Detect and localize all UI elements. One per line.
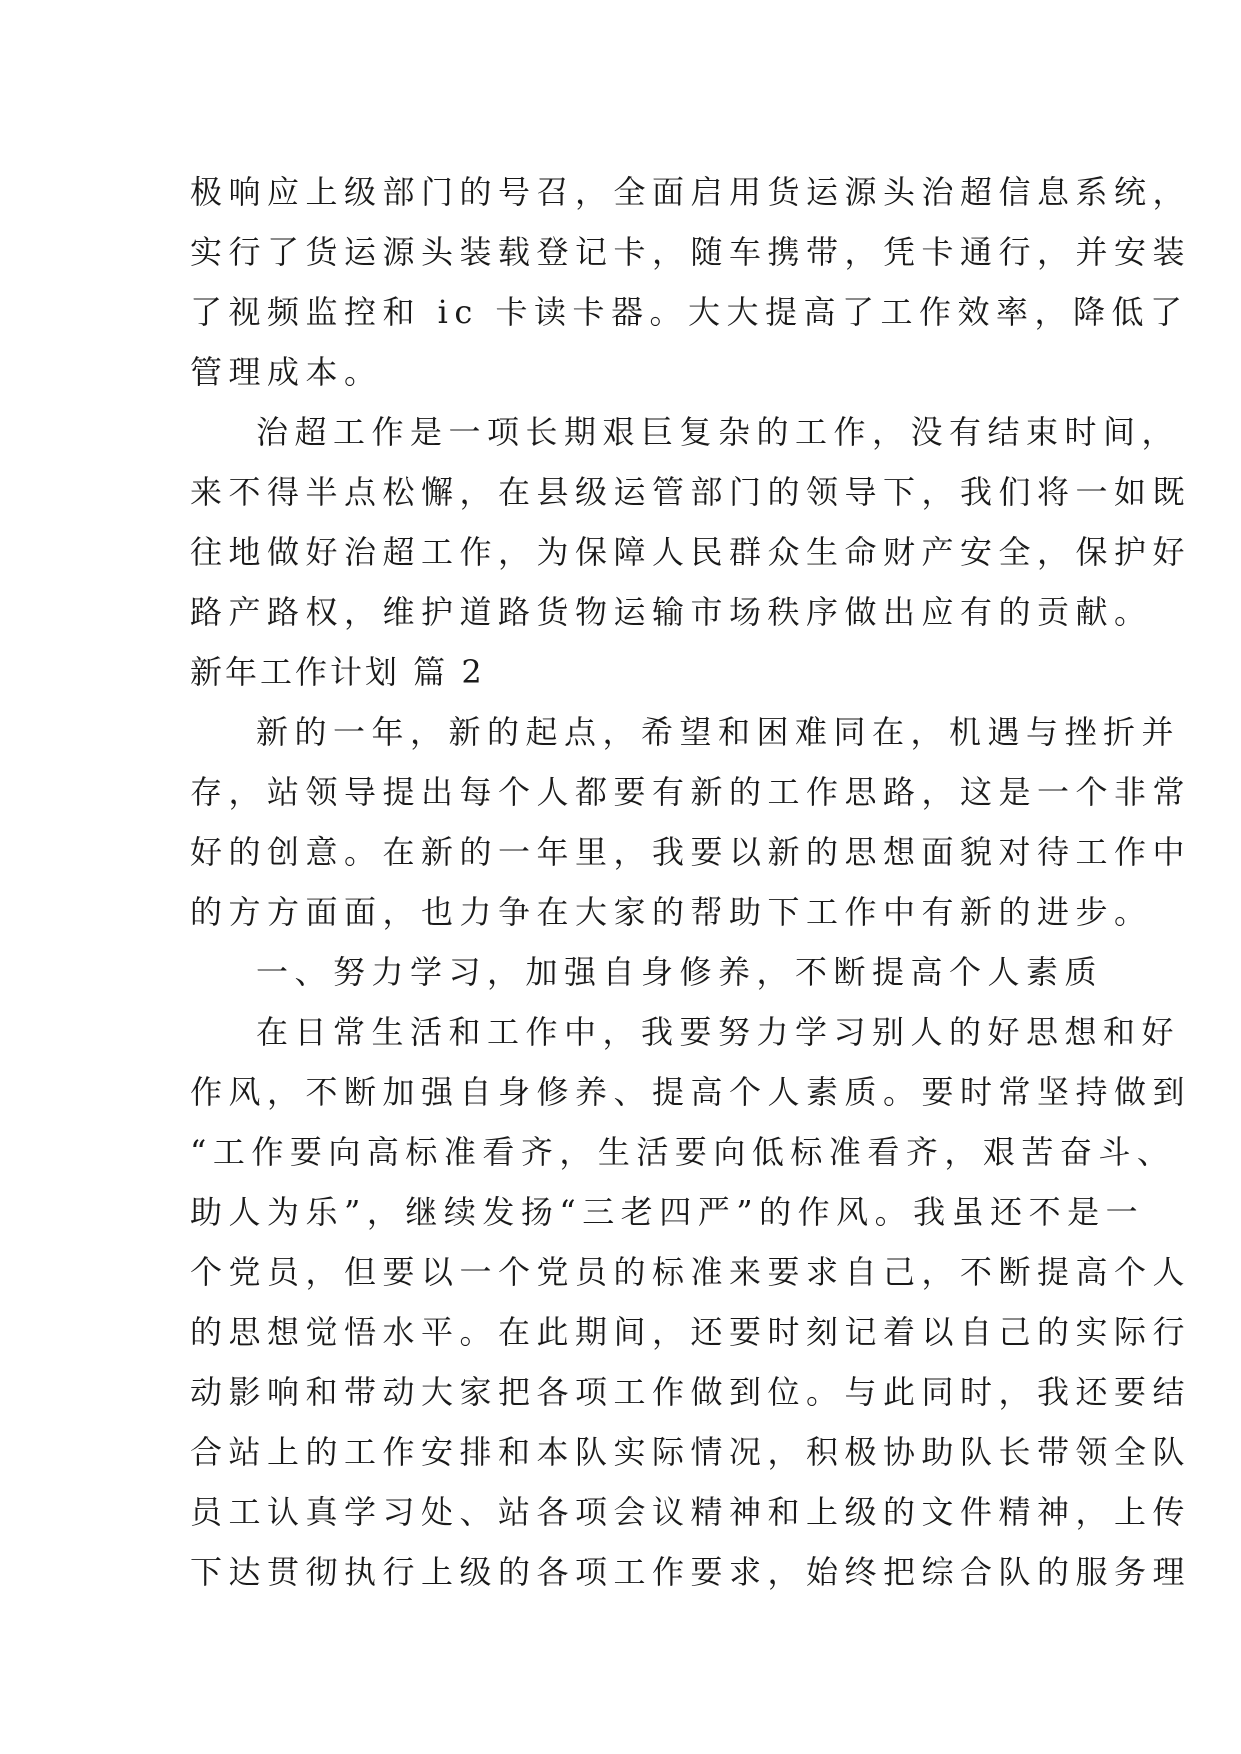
section-heading: 新年工作计划 篇 2 [190,653,485,691]
subsection-heading: 一、努力学习，加强自身修养，不断提高个人素质 [256,953,1104,991]
text-line: 员工认真学习处、站各项会议精神和上级的文件精神，上传 [190,1493,1192,1531]
text-line: 往地做好治超工作，为保障人民群众生命财产安全，保护好 [190,533,1192,571]
text-line: 在日常生活和工作中，我要努力学习别人的好思想和好 [256,1013,1181,1051]
text-line: 实行了货运源头装载登记卡，随车携带，凭卡通行，并安装 [190,233,1192,271]
text-line: 的方方面面，也力争在大家的帮助下工作中有新的进步。 [190,893,1153,931]
text-line: 路产路权，维护道路货物运输市场秩序做出应有的贡献。 [190,593,1153,631]
text-line: 下达贯彻执行上级的各项工作要求，始终把综合队的服务理 [190,1553,1192,1591]
text-line: 个党员，但要以一个党员的标准来要求自己，不断提高个人 [190,1253,1192,1291]
text-line: 合站上的工作安排和本队实际情况，积极协助队长带领全队 [190,1433,1192,1471]
text-line: 管理成本。 [190,353,383,391]
text-line: 治超工作是一项长期艰巨复杂的工作，没有结束时间， [256,413,1181,451]
text-line: “工作要向高标准看齐，生活要向低标准看齐，艰苦奋斗、 [190,1133,1176,1171]
text-line: 动影响和带动大家把各项工作做到位。与此同时，我还要结 [190,1373,1192,1411]
text-line: 的思想觉悟水平。在此期间，还要时刻记着以自己的实际行 [190,1313,1192,1351]
text-line: 了视频监控和 ic 卡读卡器。大大提高了工作效率，降低了 [190,293,1189,331]
text-line: 好的创意。在新的一年里，我要以新的思想面貌对待工作中 [190,833,1192,871]
text-line: 极响应上级部门的号召，全面启用货运源头治超信息系统， [190,173,1192,211]
text-line: 新的一年，新的起点，希望和困难同在，机遇与挫折并 [256,713,1181,751]
text-line: 助人为乐”，继续发扬“三老四严”的作风。我虽还不是一 [190,1193,1145,1231]
text-line: 存，站领导提出每个人都要有新的工作思路，这是一个非常 [190,773,1192,811]
text-line: 作风，不断加强自身修养、提高个人素质。要时常坚持做到 [190,1073,1192,1111]
text-line: 来不得半点松懈，在县级运管部门的领导下，我们将一如既 [190,473,1192,511]
document-body [190,162,1192,1602]
